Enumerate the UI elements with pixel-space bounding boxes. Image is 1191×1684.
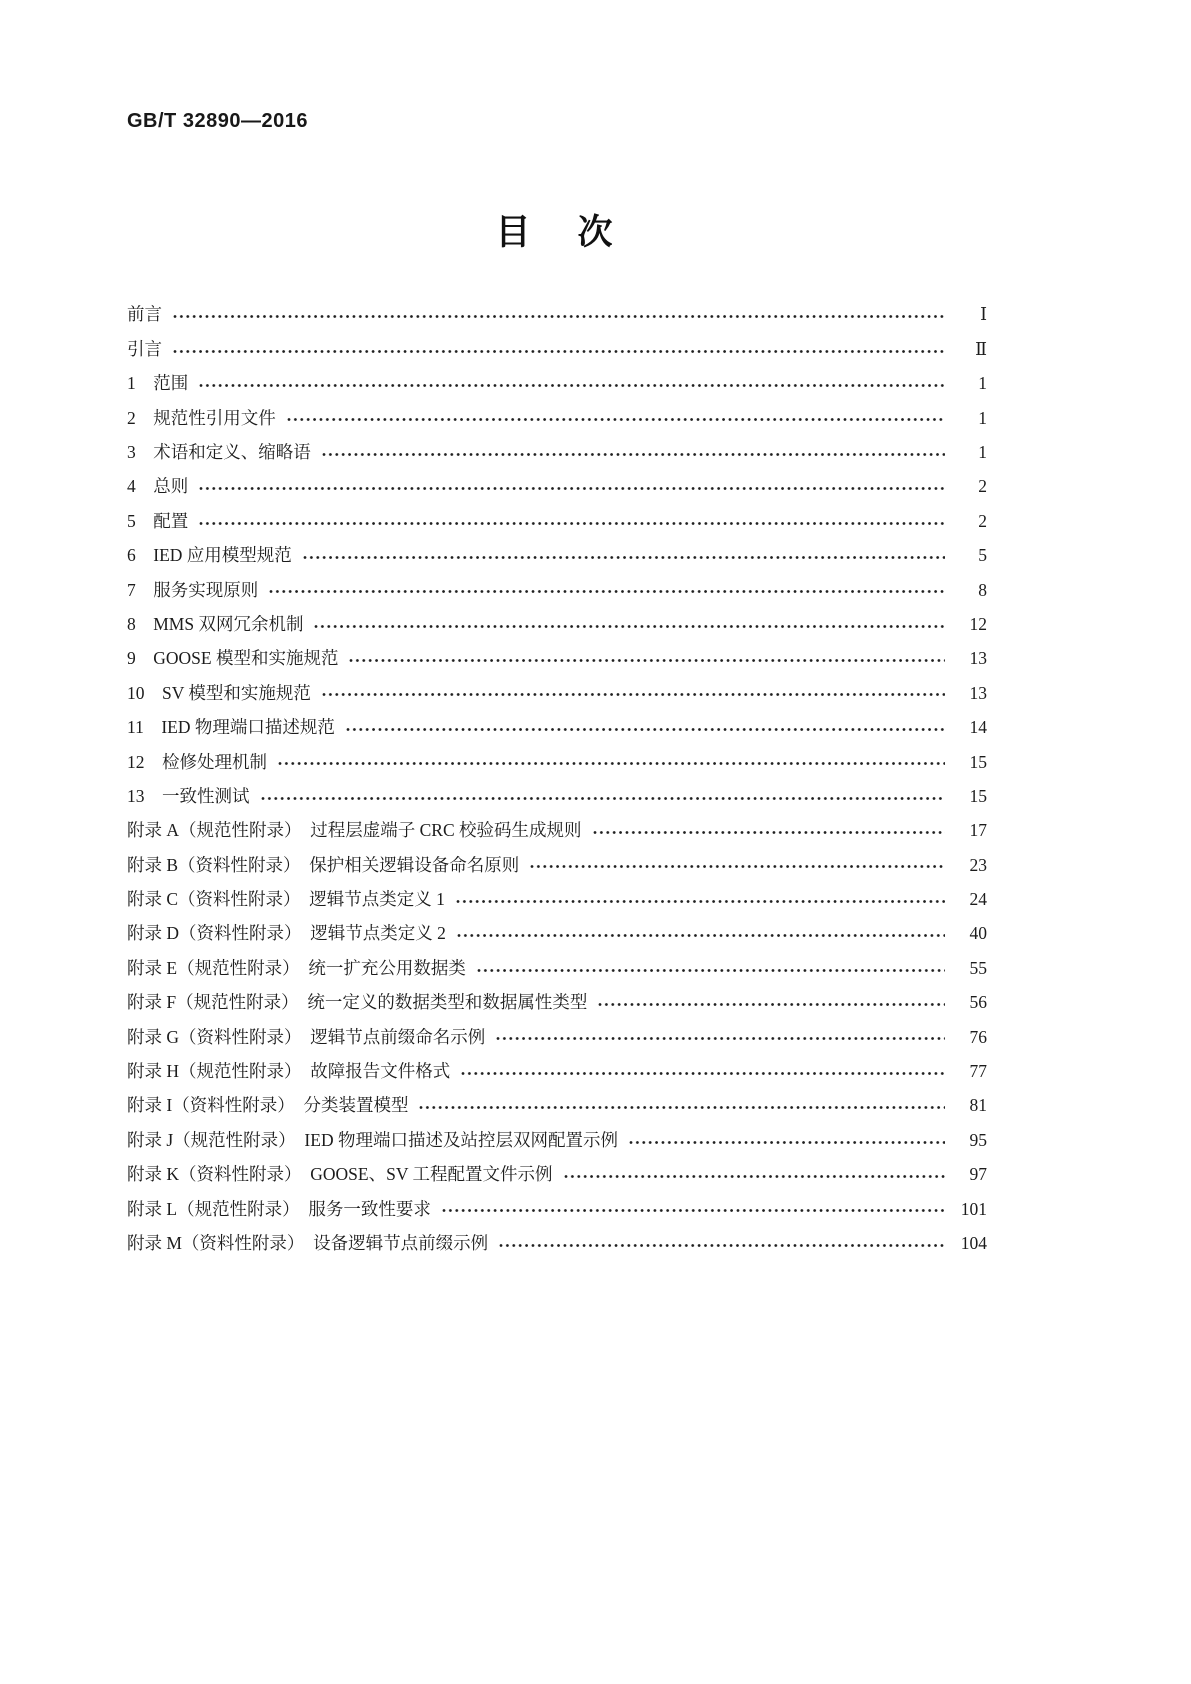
toc-entry-page-number: 15 — [969, 751, 987, 772]
toc-entry-label: 11 IED 物理端口描述规范 — [127, 717, 335, 738]
toc-entry-page-number: 1 — [978, 407, 987, 428]
toc-entry — [127, 1123, 987, 1157]
toc-entry-page-number: 81 — [969, 1095, 987, 1116]
toc-entry — [127, 1192, 987, 1226]
toc-entry-label: 附录 K（资料性附录） GOOSE、SV 工程配置文件示例 — [127, 1164, 553, 1185]
toc-entry-page-number: 15 — [969, 785, 987, 806]
toc-entry — [127, 1158, 987, 1192]
toc-entry-page-number: 40 — [969, 923, 987, 944]
toc-entry-label: 前言 — [127, 304, 162, 325]
toc-entry-label: 附录 A（规范性附录） 过程层虚端子 CRC 校验码生成规则 — [127, 820, 582, 841]
toc-entry — [127, 1089, 987, 1123]
toc-dotted-leader — [345, 725, 945, 734]
toc-entry — [127, 470, 987, 504]
toc-entry-label: 6 IED 应用模型规范 — [127, 545, 292, 566]
toc-entry — [127, 883, 987, 917]
toc-entry — [127, 642, 987, 676]
toc-entry — [127, 745, 987, 779]
toc-dotted-leader — [172, 312, 945, 321]
toc-entry-page-number: 95 — [969, 1129, 987, 1150]
toc-dotted-leader — [495, 1034, 945, 1043]
toc-entry — [127, 917, 987, 951]
toc-dotted-leader — [563, 1172, 945, 1181]
toc-entry — [127, 848, 987, 882]
toc-dotted-leader — [628, 1138, 945, 1147]
toc-dotted-leader — [321, 690, 945, 699]
toc-entry-label: 7 服务实现原则 — [127, 579, 259, 600]
toc-entry — [127, 436, 987, 470]
toc-entry-page-number: 17 — [969, 820, 987, 841]
toc-dotted-leader — [198, 381, 945, 390]
toc-entry-label: 3 术语和定义、缩略语 — [127, 442, 311, 462]
toc-dotted-leader — [198, 519, 945, 528]
toc-entry-page-number: 12 — [969, 613, 987, 634]
toc-entry-label: 附录 L（规范性附录） 服务一致性要求 — [127, 1198, 431, 1219]
toc-entry-page-number: 5 — [978, 545, 987, 566]
toc-entry-page-number: Ⅰ — [980, 304, 987, 325]
toc-dotted-leader — [268, 587, 945, 596]
toc-entry — [127, 676, 987, 710]
toc-entry — [127, 332, 987, 366]
toc-dotted-leader — [529, 862, 945, 871]
toc-entry — [127, 951, 987, 985]
toc-entry — [127, 1227, 987, 1261]
toc-dotted-leader — [476, 966, 945, 975]
toc-entry-page-number: 77 — [969, 1061, 987, 1082]
toc-dotted-leader — [198, 484, 945, 493]
toc-entry-label: 附录 H（规范性附录） 故障报告文件格式 — [127, 1061, 451, 1082]
toc-entry-label: 附录 I（资料性附录） 分类装置模型 — [127, 1095, 409, 1116]
toc-entry-page-number: 56 — [969, 992, 987, 1013]
toc-entry-label: 10 SV 模型和实施规范 — [127, 682, 311, 703]
toc-entry-label: 附录 D（资料性附录） 逻辑节点类定义 2 — [127, 923, 446, 944]
toc-dotted-leader — [597, 1000, 945, 1009]
toc-entry-page-number: 2 — [978, 476, 987, 497]
toc-entry-label: 附录 B（资料性附录） 保护相关逻辑设备命名原则 — [127, 854, 520, 875]
toc-entry-label: 1 范围 — [127, 373, 189, 394]
toc-dotted-leader — [460, 1069, 945, 1078]
toc-entry-page-number: Ⅱ — [975, 338, 987, 359]
toc-entry — [127, 608, 987, 642]
toc-entry — [127, 1055, 987, 1089]
toc-entry — [127, 504, 987, 538]
toc-dotted-leader — [321, 450, 945, 459]
toc-dotted-leader — [172, 347, 945, 356]
toc-entry-page-number: 8 — [978, 579, 987, 600]
toc-dotted-leader — [313, 622, 945, 631]
toc-dotted-leader — [441, 1206, 945, 1215]
toc-dotted-leader — [286, 415, 945, 424]
toc-dotted-leader — [498, 1241, 945, 1250]
toc-entry-page-number: 13 — [969, 682, 987, 703]
toc-dotted-leader — [418, 1103, 945, 1112]
toc-entry — [127, 298, 987, 332]
toc-entry-label: 5 配置 — [127, 510, 189, 531]
toc-entry-page-number: 2 — [978, 510, 987, 531]
toc-entry-label: 附录 G（资料性附录） 逻辑节点前缀命名示例 — [127, 1026, 486, 1047]
page-title: 目 次 — [495, 213, 619, 252]
toc-entry-page-number: 101 — [960, 1198, 987, 1219]
toc-entry-label: 4 总则 — [127, 476, 189, 497]
toc-entry — [127, 1020, 987, 1054]
toc-entry-page-number: 1 — [978, 442, 987, 462]
toc-entry — [127, 573, 987, 607]
toc-entry-label: 附录 C（资料性附录） 逻辑节点类定义 1 — [127, 889, 445, 910]
toc-dotted-leader — [592, 828, 945, 837]
toc-entry-label: 8 MMS 双网冗余机制 — [127, 613, 304, 634]
standard-number: GB/T 32890—2016 — [127, 110, 308, 132]
table-of-contents — [127, 298, 987, 1261]
toc-entry-page-number: 97 — [969, 1164, 987, 1185]
toc-dotted-leader — [277, 759, 945, 768]
toc-entry-page-number: 14 — [969, 717, 987, 738]
toc-dotted-leader — [260, 794, 946, 803]
toc-entry-label: 13 一致性测试 — [127, 785, 250, 806]
toc-entry-label: 9 GOOSE 模型和实施规范 — [127, 648, 339, 669]
toc-entry — [127, 779, 987, 813]
toc-entry-page-number: 1 — [978, 373, 987, 394]
toc-entry — [127, 711, 987, 745]
toc-entry-label: 12 检修处理机制 — [127, 751, 267, 772]
toc-entry-label: 附录 F（规范性附录） 统一定义的数据类型和数据属性类型 — [127, 992, 588, 1013]
toc-dotted-leader — [348, 656, 945, 665]
toc-entry-label: 2 规范性引用文件 — [127, 407, 276, 428]
toc-entry-page-number: 24 — [969, 889, 987, 910]
toc-entry-page-number: 104 — [960, 1232, 987, 1253]
toc-entry — [127, 539, 987, 573]
toc-entry — [127, 814, 987, 848]
toc-entry-page-number: 23 — [969, 854, 987, 875]
toc-entry — [127, 986, 987, 1020]
toc-dotted-leader — [456, 931, 945, 940]
toc-entry-label: 引言 — [127, 338, 162, 359]
toc-entry — [127, 401, 987, 435]
toc-entry-page-number: 76 — [969, 1026, 987, 1047]
toc-entry-label: 附录 J（规范性附录） IED 物理端口描述及站控层双网配置示例 — [127, 1129, 618, 1150]
toc-dotted-leader — [302, 553, 945, 562]
toc-entry-label: 附录 M（资料性附录） 设备逻辑节点前缀示例 — [127, 1232, 489, 1253]
toc-entry-label: 附录 E（规范性附录） 统一扩充公用数据类 — [127, 957, 466, 978]
toc-entry-page-number: 13 — [969, 648, 987, 669]
toc-entry-page-number: 55 — [969, 957, 987, 978]
toc-dotted-leader — [455, 897, 945, 906]
toc-entry — [127, 367, 987, 401]
